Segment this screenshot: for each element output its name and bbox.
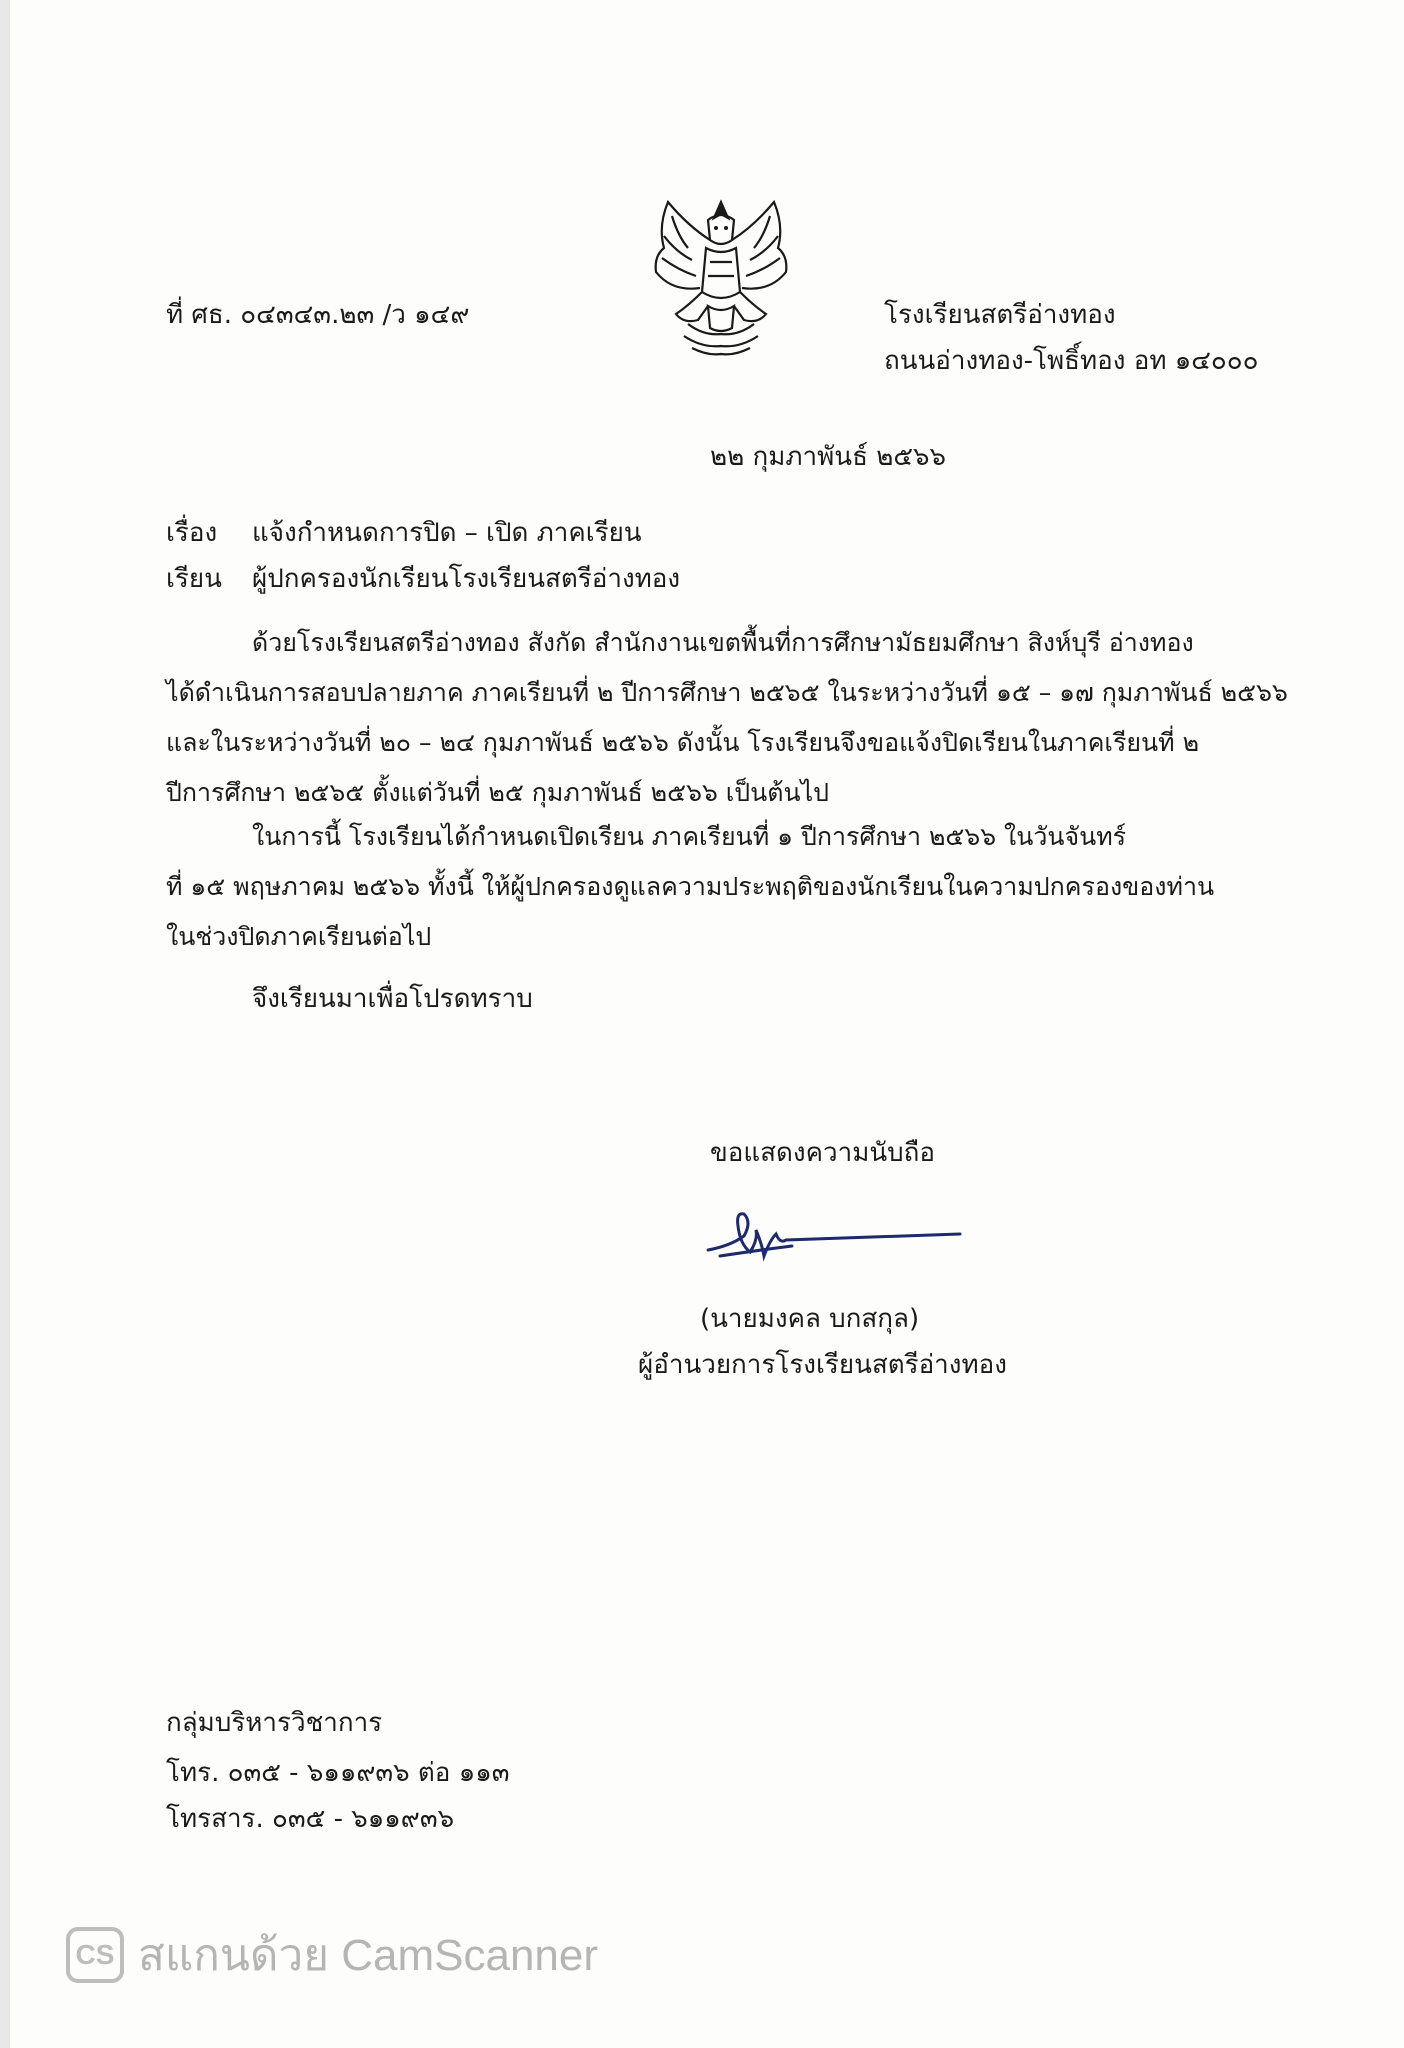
paragraph-line: และในระหว่างวันที่ ๒๐ – ๒๔ กุมภาพันธ์ ๒๕๖๖ ดังนั้น โรงเรียนจึงขอแจ้งปิดเรียนในภาคเรียนที่ ๒ — [166, 728, 1200, 757]
closing-line: จึงเรียนมาเพื่อโปรดทราบ — [252, 984, 533, 1014]
school-name: โรงเรียนสตรีอ่างทอง — [884, 300, 1116, 330]
letter-date: ๒๒ กุมภาพันธ์ ๒๕๖๖ — [710, 442, 947, 472]
recipient-label: เรียน — [166, 564, 222, 594]
subject-label: เรื่อง — [166, 518, 218, 548]
paragraph-line: ปีการศึกษา ๒๕๖๕ ตั้งแต่วันที่ ๒๕ กุมภาพันธ์ ๒๕๖๖ เป็นต้นไป — [166, 778, 830, 807]
body-paragraph-1 — [166, 618, 1288, 818]
paragraph-line: ด้วยโรงเรียนสตรีอ่างทอง สังกัด สำนักงานเขตพื้นที่การศึกษามัธยมศึกษา สิงห์บุรี อ่างทอง — [252, 628, 1194, 657]
paragraph-line: ในการนี้ โรงเรียนได้กำหนดเปิดเรียน ภาคเรียนที่ ๑ ปีการศึกษา ๒๕๖๖ ในวันจันทร์ — [252, 822, 1127, 851]
camscanner-logo-icon: CS — [66, 1927, 124, 1983]
signer-name: (นายมงคล บกสกุล) — [700, 1304, 920, 1334]
handwritten-signature — [700, 1200, 970, 1270]
paragraph-line: ในช่วงปิดภาคเรียนต่อไป — [166, 922, 432, 951]
garuda-emblem-icon — [648, 196, 794, 360]
school-address: ถนนอ่างทอง-โพธิ์ทอง อท ๑๔๐๐๐ — [884, 346, 1259, 376]
phone-number: โทร. ๐๓๕ - ๖๑๑๙๓๖ ต่อ ๑๑๓ — [166, 1758, 510, 1788]
watermark-text: สแกนด้วย CamScanner — [138, 1931, 599, 1980]
camscanner-watermark — [66, 1920, 598, 1990]
signer-position: ผู้อำนวยการโรงเรียนสตรีอ่างทอง — [638, 1350, 1007, 1380]
department-name: กลุ่มบริหารวิชาการ — [166, 1708, 383, 1738]
paragraph-line: ได้ดำเนินการสอบปลายภาค ภาคเรียนที่ ๒ ปีการศึกษา ๒๕๖๕ ในระหว่างวันที่ ๑๕ – ๑๗ กุมภาพันธ์ ๒๕๖๖ — [166, 678, 1288, 707]
fax-number: โทรสาร. ๐๓๕ - ๖๑๑๙๓๖ — [166, 1804, 455, 1834]
regards-text: ขอแสดงความนับถือ — [710, 1138, 935, 1168]
reference-number: ที่ ศธ. ๐๔๓๔๓.๒๓ /ว ๑๔๙ — [166, 300, 470, 330]
body-paragraph-2 — [166, 812, 1244, 962]
recipient-text: ผู้ปกครองนักเรียนโรงเรียนสตรีอ่างทอง — [252, 564, 681, 594]
paragraph-line: ที่ ๑๕ พฤษภาคม ๒๕๖๖ ทั้งนี้ ให้ผู้ปกครองดูแลความประพฤติของนักเรียนในความปกครองของท่าน — [166, 872, 1215, 901]
subject-text: แจ้งกำหนดการปิด – เปิด ภาคเรียน — [252, 518, 642, 548]
